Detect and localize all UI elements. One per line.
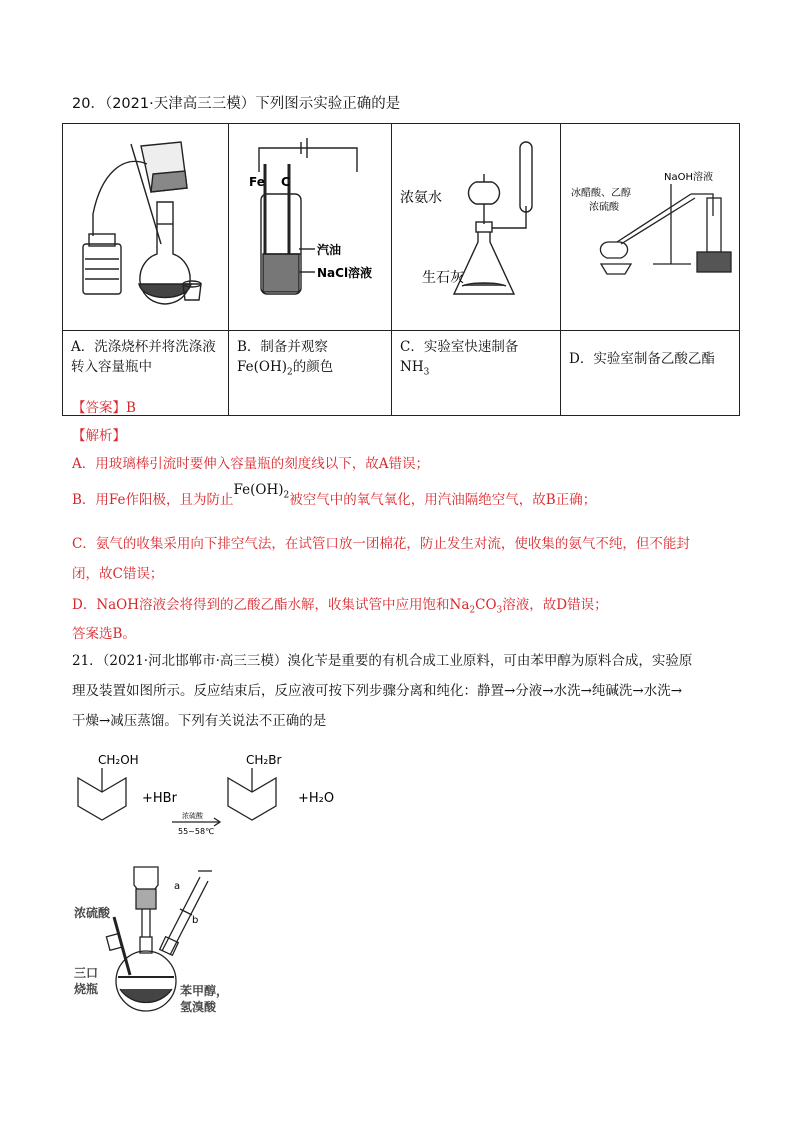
option-a-caption: A．洗涤烧杯并将洗涤液 转入容量瓶中 — [63, 331, 229, 416]
c-label: C — [281, 175, 290, 189]
option-c-figure — [392, 124, 561, 331]
nacl-label: NaCl溶液 — [317, 266, 373, 280]
analysis-c1: C．氨气的收集采用向下排空气法，在试管口放一团棉花，防止发生对流，使收集的氨气不纯，但不能封 — [72, 536, 690, 552]
ester-apparatus-diagram — [561, 124, 739, 326]
label-conc-sulfuric-acid: 浓硫酸 — [74, 906, 111, 920]
analysis-final: 答案选B。 — [72, 626, 136, 642]
option-b-caption: B．制备并观察 $Fe(OH)_2$的颜色 — [229, 331, 392, 416]
reagent-hbr: +HBr — [142, 791, 177, 806]
temperature: 55~58℃ — [178, 827, 215, 836]
analysis-heading: 【解析】 — [72, 428, 126, 444]
byproduct-water: +H₂O — [298, 791, 335, 806]
question-21-line2: 理及装置如图所示。反应结束后，反应液可按下列步骤分离和纯化：静置→分液→水洗→纯碱洗→水洗→ — [72, 683, 683, 699]
label-a: a — [174, 881, 181, 892]
reagents-label: 冰醋酸、乙醇 — [571, 188, 631, 199]
analysis-d: D．NaOH溶液会将得到的乙酸乙酯水解，收集试管中应用饱和$Na_2CO_3$溶液，故D错误； — [72, 597, 608, 616]
analysis-a: A．用玻璃棒引流时要伸入容量瓶的刻度线以下，故A错误； — [72, 456, 429, 472]
option-a-figure — [63, 124, 229, 331]
catalyst: 浓硫酸 — [182, 812, 203, 820]
question-21-line1: 21．（2021·河北邯郸市·高三三模）溴化苄是重要的有机合成工业原料，可由苯甲醇为原料合成，实验原 — [72, 653, 693, 669]
ammonia-apparatus-diagram — [392, 124, 560, 326]
label-b: b — [192, 915, 199, 926]
reactant-group: CH₂OH — [98, 753, 139, 767]
answer: 【答案】B — [72, 400, 136, 416]
product-group: CH₂Br — [246, 753, 282, 767]
option-c-caption: C．实验室快速制备 $NH_3$ — [392, 331, 561, 416]
quicklime-label: 生石灰 — [422, 270, 464, 286]
label-benzyl-alcohol: 苯甲醇， — [180, 984, 229, 998]
label-hydrobromic-acid: 氢溴酸 — [180, 1000, 217, 1014]
question-20-title: 20．（2021·天津高三三模）下列图示实验正确的是 — [72, 96, 401, 112]
fe-label: Fe — [249, 175, 265, 189]
naoh-label: NaOH溶液 — [664, 172, 713, 183]
ammonia-label: 浓氨水 — [400, 190, 442, 206]
question-21-line3: 干燥→减压蒸馏。下列有关说法不正确的是 — [72, 713, 327, 729]
analysis-b: B．用Fe作阳极，且为防止$Fe(OH)_2$被空气中的氧气氧化，用汽油隔绝空气，故B正确； — [72, 482, 597, 508]
analysis-c2: 闭，故C错误； — [72, 566, 164, 582]
sulfuric-acid-label: 浓硫酸 — [589, 202, 619, 213]
options-table — [62, 123, 740, 416]
electrolysis-diagram — [229, 124, 391, 326]
three-neck-flask-apparatus — [74, 855, 274, 1025]
volumetric-flask-diagram — [63, 124, 228, 326]
option-d-caption: D．实验室制备乙酸乙酯 — [561, 331, 740, 416]
label-three-neck: 三口 — [74, 966, 99, 980]
reaction-scheme — [60, 740, 380, 840]
label-flask: 烧瓶 — [74, 982, 99, 996]
gasoline-label: 汽油 — [317, 243, 342, 257]
option-d-figure — [561, 124, 740, 331]
option-b-figure — [229, 124, 392, 331]
